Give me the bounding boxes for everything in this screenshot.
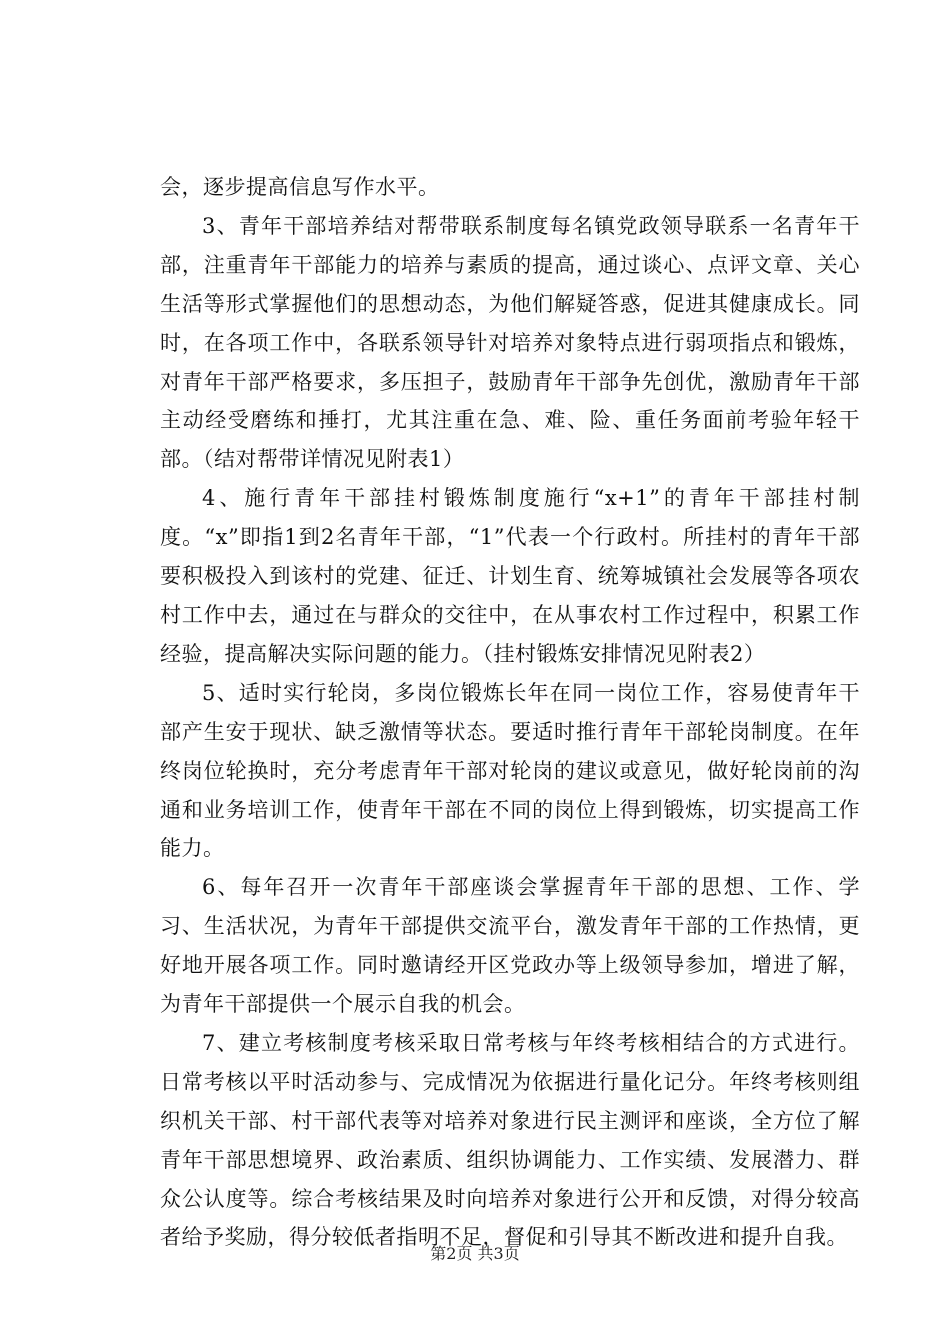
paragraph-continuation: 会，逐步提高信息写作水平。 [160,175,440,199]
paragraph-item-3: 3、青年干部培养结对帮带联系制度每名镇党政领导联系一名青年干部，注重青年干部能力的培养与素质的提高，通过谈心、点评文章、关心生活等形式掌握他们的思想动态，为他们解疑答惑，促进其健康成长。同时，在各项工作中，各联系领导针对培养对象特点进行弱项指点和锻炼，对青年干部严格要求，多压担子，鼓励青年干部争先创优，激励青年干部主动经受磨练和捶打，尤其注重在急、难、险、重任务面前考验年轻干部。（结对帮带详情况见附表1） [160,213,860,472]
paragraph-item-5: 5、适时实行轮岗，多岗位锻炼长年在同一岗位工作，容易使青年干部产生安于现状、缺乏激情等状态。要适时推行青年干部轮岗制度。在年终岗位轮换时，充分考虑青年干部对轮岗的建议或意见，做好轮岗前的沟通和业务培训工作，使青年干部在不同的岗位上得到锻炼，切实提高工作能力。 [160,680,860,861]
paragraph-item-4: 4、施行青年干部挂村锻炼制度施行“x+1”的青年干部挂村制度。“x”即指1到2名青年干部，“1”代表一个行政村。所挂村的青年干部要积极投入到该村的党建、征迁、计划生育、统筹城镇社会发展等各项农村工作中去，通过在与群众的交往中，在从事农村工作过程中，积累工作经验，提高解决实际问题的能力。（挂村锻炼安排情况见附表2） [160,486,860,666]
page-footer [0,1244,950,1264]
page-number-label: 第2页 共3页 [430,1244,520,1263]
paragraph-item-6: 6、每年召开一次青年干部座谈会掌握青年干部的思想、工作、学习、生活状况，为青年干部提供交流平台，激发青年干部的工作热情，更好地开展各项工作。同时邀请经开区党政办等上级领导参加，增进了解，为青年干部提供一个展示自我的机会。 [160,875,860,1017]
document-body [160,168,860,1257]
paragraph-item-7: 7、建立考核制度考核采取日常考核与年终考核相结合的方式进行。日常考核以平时活动参与、完成情况为依据进行量化记分。年终考核则组织机关干部、村干部代表等对培养对象进行民主测评和座谈，全方位了解青年干部思想境界、政治素质、组织协调能力、工作实绩、发展潜力、群众公认度等。综合考核结果及时向培养对象进行公开和反馈，对得分较高者给予奖励，得分较低者指明不足，督促和引导其不断改进和提升自我。 [160,1030,860,1250]
